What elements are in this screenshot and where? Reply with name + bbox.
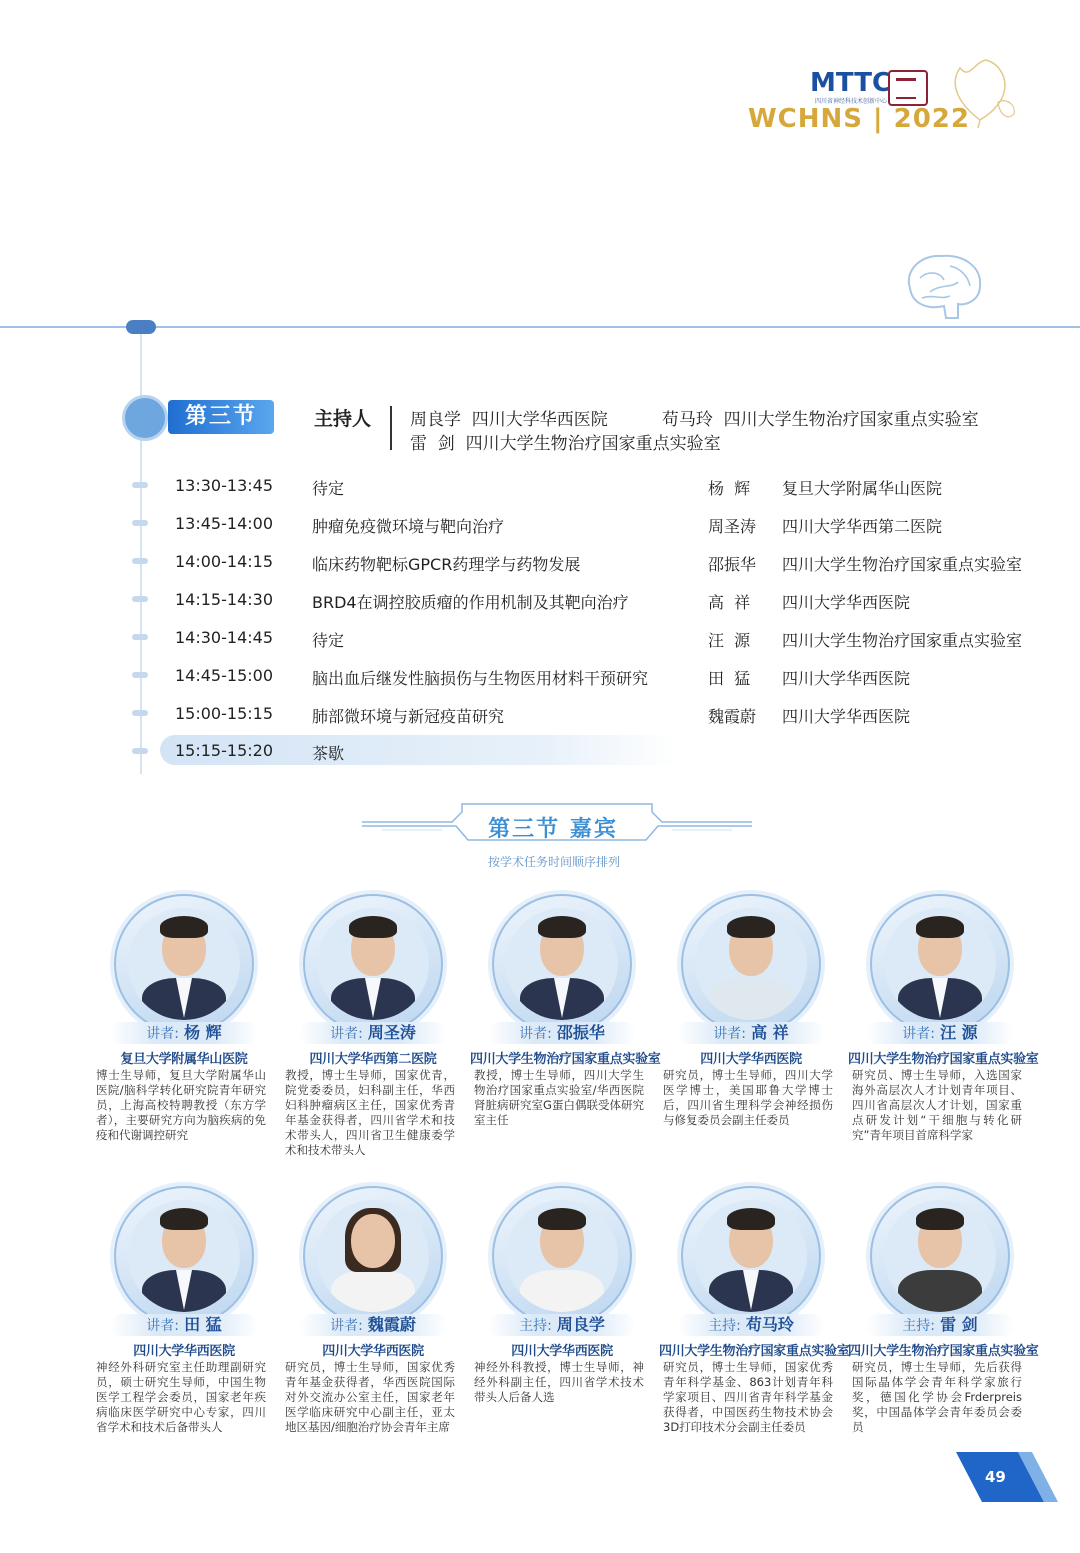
guests-banner-title: 第三节 嘉宾 [488, 817, 618, 842]
schedule-title: 肺部微环境与新冠疫苗研究 [312, 707, 505, 726]
schedule-time: 14:30-14:45 [175, 628, 273, 647]
host-label: 主持人 [314, 408, 372, 430]
schedule-row [160, 546, 1023, 576]
guest-bio: 教授，博士生导师，四川大学生物治疗国家重点实验室/华西医院肾脏病研究室G蛋白偶联受体研究室主任 [474, 1068, 644, 1127]
guest-name: 田 猛 [184, 1315, 222, 1334]
schedule-affiliation: 四川大学生物治疗国家重点实验室 [782, 631, 1023, 650]
guest-role: 讲者: [146, 1026, 180, 1042]
timeline-marker [126, 320, 156, 334]
page-number: 49 [985, 1468, 1006, 1486]
schedule-row [160, 508, 1020, 538]
schedule-title: 茶歇 [312, 744, 345, 763]
guest-role: 讲者: [519, 1026, 552, 1042]
guest-photo [681, 894, 821, 1034]
guest-role: 主持: [902, 1318, 936, 1334]
guests-banner-subtitle: 按学术任务时间顺序排列 [487, 855, 620, 869]
guest-role: 讲者: [713, 1026, 747, 1042]
guest-bio: 研究员、博士生导师，入选国家海外高层次人才计划青年项目、四川省高层次人才计划，国家重点研发计划“干细胞与转化研究”青年项目首席科学家 [852, 1068, 1022, 1142]
guest-affiliation: 四川大学生物治疗国家重点实验室 [848, 1344, 1039, 1359]
schedule-affiliation: 复旦大学附属华山医院 [782, 479, 943, 498]
timeline-horizontal-line [0, 326, 1080, 328]
schedule-time: 15:00-15:15 [175, 704, 273, 723]
guest-affiliation: 四川大学华西医院 [511, 1344, 613, 1359]
schedule-speaker: 邵振华 [708, 555, 757, 574]
schedule-title: 脑出血后继发性脑损伤与生物医用材料干预研究 [312, 669, 649, 688]
guest-photo [303, 1186, 443, 1326]
guest-affiliation: 四川大学华西第二医院 [309, 1052, 437, 1067]
mttc-logo: MTTC [810, 68, 892, 98]
guest-nameplate [677, 1314, 825, 1336]
guest-name: 汪 源 [940, 1023, 978, 1042]
mttc-logo-subtitle: 四川省神经科技术创新中心 [815, 98, 888, 105]
guest-affiliation: 四川大学华西医院 [700, 1052, 802, 1067]
guest-bio: 教授，博士生导师，国家优青，院党委委员，妇科副主任，华西妇科肿瘤病区主任，国家优秀青年基金获得者，四川省学术和技术带头人，四川省卫生健康委学术和技术带头人 [285, 1068, 455, 1157]
hosts-line-1: 周良学 四川大学华西医院 苟马玲 四川大学生物治疗国家重点实验室 [410, 410, 979, 430]
guest-name: 邵振华 [556, 1023, 605, 1042]
hosts-line-2: 雷 剑 四川大学生物治疗国家重点实验室 [410, 434, 721, 454]
guest-role: 讲者: [146, 1318, 180, 1334]
schedule-row [160, 470, 1020, 500]
guest-bio: 博士生导师，复旦大学附属华山医院/脑科学转化研究院青年研究员，上海高校特聘教授（东方学者），主要研究方向为脑疾病的免疫和代谢调控研究 [96, 1068, 266, 1142]
schedule-time: 14:45-15:00 [175, 666, 273, 685]
guest-affiliation: 复旦大学附属华山医院 [120, 1052, 248, 1067]
guest-name: 苟马玲 [745, 1315, 794, 1334]
schedule-title: 肿瘤免疫微环境与靶向治疗 [312, 517, 505, 536]
guest-nameplate [299, 1022, 447, 1044]
guest-name: 周圣涛 [367, 1023, 416, 1042]
timeline-dot [132, 558, 148, 564]
schedule-title: 待定 [312, 479, 345, 498]
schedule-affiliation: 四川大学华西医院 [782, 593, 911, 612]
guest-name: 高 祥 [751, 1023, 789, 1042]
schedule-title: 临床药物靶标GPCR药理学与药物发展 [312, 555, 581, 574]
schedule-row [160, 698, 1020, 728]
schedule-title: BRD4在调控胶质瘤的作用机制及其靶向治疗 [312, 593, 629, 612]
guest-photo [681, 1186, 821, 1326]
guest-role: 讲者: [902, 1026, 936, 1042]
timeline-dot [132, 748, 148, 754]
schedule-speaker: 高 祥 [708, 593, 751, 612]
timeline-dot [132, 482, 148, 488]
guest-nameplate [488, 1022, 636, 1044]
guest-photo [492, 1186, 632, 1326]
schedule-affiliation: 四川大学华西医院 [782, 669, 911, 688]
schedule-affiliation: 四川大学生物治疗国家重点实验室 [782, 555, 1023, 574]
guest-nameplate [299, 1314, 447, 1336]
guest-role: 讲者: [330, 1318, 363, 1334]
guest-affiliation: 四川大学生物治疗国家重点实验室 [848, 1052, 1039, 1067]
schedule-row-break [160, 735, 1020, 765]
host-divider [390, 406, 392, 450]
timeline-dot [132, 710, 148, 716]
university-seal-icon [888, 70, 928, 106]
guest-nameplate [866, 1022, 1014, 1044]
guest-name: 周良学 [556, 1315, 605, 1334]
schedule-row [160, 660, 1020, 690]
schedule-speaker: 汪 源 [708, 631, 751, 650]
schedule-time: 13:30-13:45 [175, 476, 273, 495]
guest-affiliation: 四川大学生物治疗国家重点实验室 [470, 1052, 661, 1067]
guest-nameplate [488, 1314, 636, 1336]
timeline-dot [132, 672, 148, 678]
page-corner-decoration [948, 1452, 1068, 1502]
guest-bio: 研究员，博士生导师，先后获得国际晶体学会青年科学家旅行奖，德国化学协会Frderpreis奖，中国晶体学会青年委员会委员 [852, 1360, 1022, 1434]
schedule-affiliation: 四川大学华西医院 [782, 707, 911, 726]
guest-nameplate [866, 1314, 1014, 1336]
guest-photo [114, 894, 254, 1034]
schedule-time: 14:15-14:30 [175, 590, 273, 609]
schedule-speaker: 杨 辉 [708, 479, 751, 498]
schedule-speaker: 田 猛 [708, 669, 751, 688]
guest-name: 杨 辉 [184, 1023, 222, 1042]
guest-role: 讲者: [330, 1026, 363, 1042]
brain-outline-icon [900, 248, 988, 326]
guest-bio: 研究员，博士生导师，国家优秀青年基金获得者，华西医院国际对外交流办公室主任，国家老年医学临床研究中心副主任，亚太地区基因/细胞治疗协会青年主席 [285, 1360, 455, 1434]
guest-photo [870, 894, 1010, 1034]
schedule-speaker: 周圣涛 [708, 517, 757, 536]
guest-nameplate [110, 1022, 258, 1044]
schedule-affiliation: 四川大学华西第二医院 [782, 517, 943, 536]
guest-photo [870, 1186, 1010, 1326]
guest-bio: 研究员，博士生导师，国家优秀青年科学基金、863计划青年科学家项目、四川省青年科学基金获得者，中国医药生物技术协会3D打印技术分会副主任委员 [663, 1360, 833, 1434]
guest-nameplate [110, 1314, 258, 1336]
guest-photo [303, 894, 443, 1034]
schedule-time: 14:00-14:15 [175, 552, 273, 571]
guest-nameplate [677, 1022, 825, 1044]
guest-name: 魏霞蔚 [367, 1315, 416, 1334]
schedule-time: 15:15-15:20 [175, 741, 273, 760]
guest-name: 雷 剑 [940, 1315, 978, 1334]
schedule-speaker: 魏霞蔚 [708, 707, 757, 726]
schedule-row [160, 622, 1023, 652]
guest-role: 主持: [519, 1318, 552, 1334]
schedule-title: 待定 [312, 631, 345, 650]
guest-photo [492, 894, 632, 1034]
conference-logo: WCHNS | 2022 [748, 104, 970, 134]
session-badge: 第三节 [168, 400, 274, 434]
guest-bio: 神经外科教授，博士生导师，神经外科副主任，四川省学术技术带头人后备人选 [474, 1360, 644, 1404]
guest-affiliation: 四川大学华西医院 [133, 1344, 235, 1359]
timeline-dot [132, 596, 148, 602]
brain-icon [122, 395, 168, 441]
guest-affiliation: 四川大学华西医院 [322, 1344, 424, 1359]
guest-role: 主持: [708, 1318, 741, 1334]
timeline-dot [132, 634, 148, 640]
guest-affiliation: 四川大学生物治疗国家重点实验室 [659, 1344, 850, 1359]
schedule-row [160, 584, 1020, 614]
schedule-time: 13:45-14:00 [175, 514, 273, 533]
guest-bio: 研究员，博士生导师，四川大学医学博士，美国耶鲁大学博士后，四川省生理科学会神经损伤与修复委员会副主任委员 [663, 1068, 833, 1127]
guest-photo [114, 1186, 254, 1326]
timeline-dot [132, 520, 148, 526]
guest-bio: 神经外科研究室主任助理副研究员，硕士研究生导师，中国生物医学工程学会委员，国家老年疾病临床医学研究中心专家，四川省学术和技术后备带头人 [96, 1360, 266, 1434]
ginkgo-leaf-icon [940, 50, 1020, 130]
